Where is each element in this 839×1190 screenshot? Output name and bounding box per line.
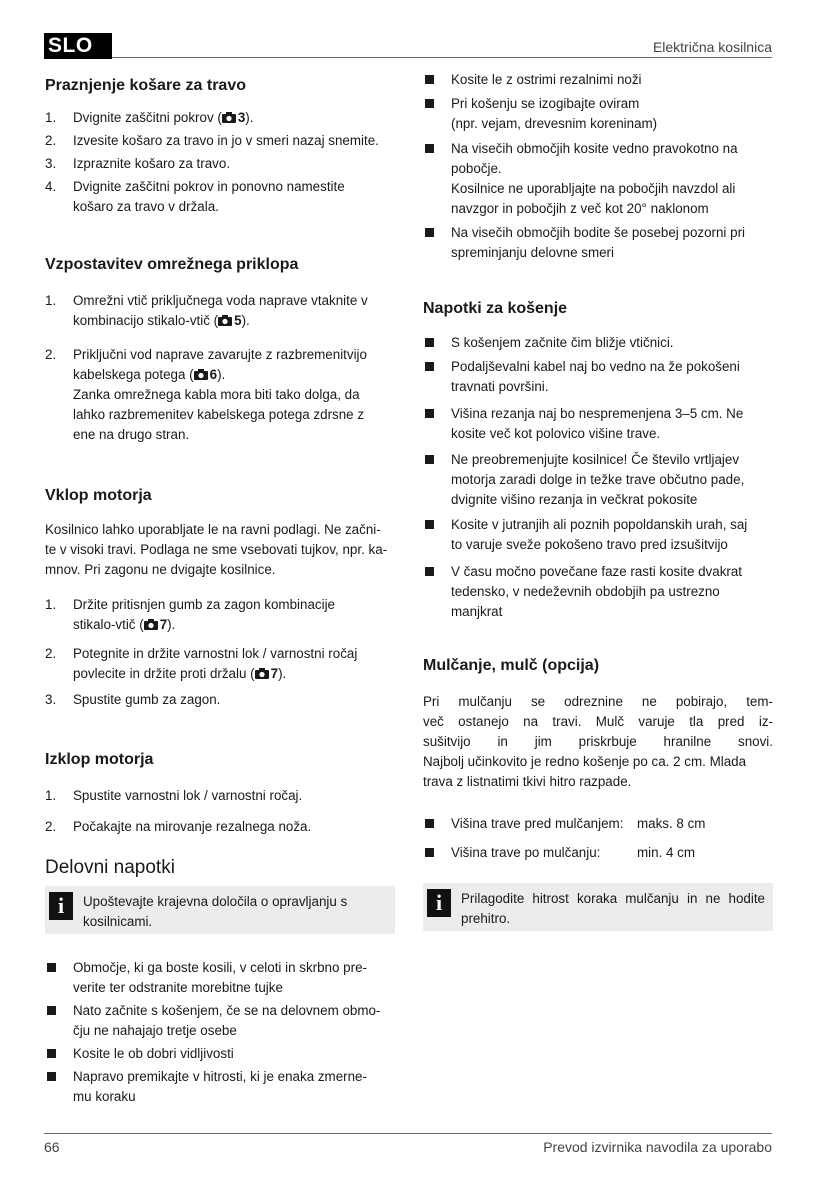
header-title: Električna kosilnica: [652, 39, 772, 55]
list-item: 2. Priključni vod naprave zavarujte z razbremenitvijo kabelskega potega ( 6). Zanka omrežnega kabla mora biti tako dolga, da lahko razbremenitev kabelskega potega zdrsne z ene na drugo stran.: [45, 347, 367, 442]
bullet-square-icon: [425, 338, 434, 347]
camera-icon: [255, 668, 269, 679]
item-number: 3.: [45, 156, 57, 171]
list-item: 2. Potegnite in držite varnostni lok / varnostni ročaj povlecite in držite proti držalu ( 7).: [45, 644, 395, 684]
list-item: 1. Dvignite zaščitni pokrov ( 3).: [45, 108, 395, 128]
item-text: Omrežni vtič priključnega voda naprave vtaknite v: [73, 293, 368, 308]
item-number: 1.: [45, 597, 57, 612]
section-title-start-motor: Vklop motorja: [45, 487, 152, 504]
info-box: i Prilagodite hitrost koraka mulčanju in ne hodite prehitro.: [423, 883, 773, 931]
bullet-square-icon: [425, 362, 434, 371]
bullet-square-icon: [425, 520, 434, 529]
bullet-square-icon: [425, 455, 434, 464]
item-number: 2.: [45, 646, 57, 661]
bullet-item: Na visečih območjih bodite še posebej pozorni pri spreminjanju delovne smeri: [423, 223, 773, 263]
bullet-square-icon: [425, 848, 434, 857]
section-title-mowing-tips: Napotki za košenje: [423, 300, 568, 317]
figure-ref: 7: [144, 615, 167, 635]
info-box: i Upoštevajte krajevna določila o opravljanju s kosilnicami.: [45, 886, 395, 934]
bullet-square-icon: [47, 963, 56, 972]
bullet-item: Višina rezanja naj bo nespremenjena 3–5 cm. Ne kosite več kot polovico višine trave.: [423, 404, 773, 444]
figure-ref: 6: [194, 365, 217, 385]
list-item: 1. Spustite varnostni lok / varnostni ročaj.: [45, 786, 395, 806]
info-icon: i: [427, 889, 451, 917]
item-number: 1.: [45, 110, 57, 125]
list-item: [45, 177, 395, 217]
paragraph: Pri mulčanju se odreznine ne pobirajo, tem- več ostanejo na travi. Mulč varuje tla pred iz- sušitvijo in jim priskrbuje hranilne snovi. Najbolj učinkovito je redno košenje po ca. 2 cm. Mlada trava z listnatimi tkivi hitro razpade.: [423, 694, 773, 789]
figure-ref: 5: [218, 311, 241, 331]
section-title-working-tips: Delovni napotki: [45, 857, 175, 878]
list-item: [45, 131, 395, 151]
bullet-item: Višina trave pred mulčanjem: maks. 8 cm: [423, 814, 773, 834]
camera-icon: [194, 369, 208, 380]
list-item: 1. Držite pritisnjen gumb za zagon kombinacije stikalo-vtič ( 7).: [45, 595, 395, 635]
bullet-square-icon: [425, 409, 434, 418]
item-number: 2.: [45, 819, 57, 834]
list-item: [45, 154, 395, 174]
footer-rule: [44, 1133, 772, 1134]
item-number: 2.: [45, 347, 57, 362]
item-number: 2.: [45, 133, 57, 148]
item-number: 3.: [45, 692, 57, 707]
item-text: košaro za travo v držala.: [73, 199, 219, 214]
bullet-item: Pri košenju se izogibajte oviram (npr. vejam, drevesnim koreninam): [423, 94, 773, 134]
footer-text: Prevod izvirnika navodila za uporabo: [543, 1139, 772, 1155]
bullet-item: Višina trave po mulčanju: min. 4 cm: [423, 843, 773, 863]
camera-icon: [144, 619, 158, 630]
language-tag: SLO: [44, 33, 112, 59]
bullet-item: Podaljševalni kabel naj bo vedno na že pokošeni travnati površini.: [423, 357, 773, 397]
item-number: 4.: [45, 179, 57, 194]
bullet-square-icon: [425, 819, 434, 828]
bullet-square-icon: [425, 228, 434, 237]
bullet-item: Na visečih območjih kosite vedno pravokotno na pobočje. Kosilnice ne uporabljajte na pobočjih navzdol ali navzgor in pobočjih z več kot 20° naklonom: [423, 139, 773, 219]
bullet-item: Območje, ki ga boste kosili, v celoti in skrbno pre- verite ter odstranite morebitne tujke: [45, 958, 395, 998]
bullet-square-icon: [47, 1049, 56, 1058]
bullet-square-icon: [425, 75, 434, 84]
info-icon: i: [49, 892, 73, 920]
figure-ref: 3: [222, 108, 245, 128]
item-text: Izvesite košaro za travo in jo v smeri nazaj snemite.: [73, 133, 379, 148]
camera-icon: [218, 315, 232, 326]
item-text: Dvignite zaščitni pokrov (: [73, 110, 222, 125]
item-number: 1.: [45, 788, 57, 803]
bullet-item: Kosite le ob dobri vidljivosti: [45, 1044, 395, 1064]
header-rule: [112, 57, 772, 58]
paragraph: Kosilnico lahko uporabljate le na ravni podlagi. Ne začni- te v visoki travi. Podlaga ne sme vsebovati tujkov, npr. ka- mnov. Pri zagonu ne dvigajte kosilnice.: [45, 522, 388, 577]
bullet-square-icon: [425, 99, 434, 108]
list-item: 2. Počakajte na mirovanje rezalnega noža.: [45, 817, 395, 837]
section-title-mulching: Mulčanje, mulč (opcija): [423, 657, 600, 674]
bullet-item: Kosite v jutranjih ali poznih popoldanskih urah, saj to varuje sveže pokošeno travo pred izsušitvijo: [423, 515, 773, 555]
bullet-square-icon: [425, 567, 434, 576]
section-title-empty-basket: Praznjenje košare za travo: [45, 77, 246, 94]
bullet-square-icon: [47, 1072, 56, 1081]
page-number: 66: [44, 1139, 60, 1155]
item-text: Izpraznite košaro za travo.: [73, 156, 231, 171]
item-number: 1.: [45, 293, 57, 308]
bullet-item: S košenjem začnite čim bližje vtičnici.: [423, 333, 773, 353]
bullet-item: Napravo premikajte v hitrosti, ki je enaka zmerne- mu koraku: [45, 1067, 395, 1107]
bullet-item: V času močno povečane faze rasti kosite dvakrat tedensko, v nedeževnih obdobjih pa ustrezno manjkrat: [423, 562, 773, 622]
bullet-item: Nato začnite s košenjem, če se na delovnem obmo- čju ne nahajajo tretje osebe: [45, 1001, 395, 1041]
section-title-stop-motor: Izklop motorja: [45, 751, 154, 768]
bullet-square-icon: [47, 1006, 56, 1015]
bullet-square-icon: [425, 144, 434, 153]
list-item: 1. Omrežni vtič priključnega voda naprave vtaknite v kombinacijo stikalo-vtič ( 5).: [45, 291, 395, 331]
item-text: Dvignite zaščitni pokrov in ponovno namestite: [73, 179, 345, 194]
bullet-item: Ne preobremenjujte kosilnice! Če število vrtljajev motorja zaradi dolge in težke trave občutno pade, dvignite višino rezanja in večkrat pokosite: [423, 450, 773, 510]
bullet-item: Kosite le z ostrimi rezalnimi noži: [423, 70, 773, 90]
list-item: 3. Spustite gumb za zagon.: [45, 690, 395, 710]
camera-icon: [222, 112, 236, 123]
section-title-mains-connection: Vzpostavitev omrežnega priklopa: [45, 256, 299, 273]
figure-ref: 7: [255, 664, 278, 684]
